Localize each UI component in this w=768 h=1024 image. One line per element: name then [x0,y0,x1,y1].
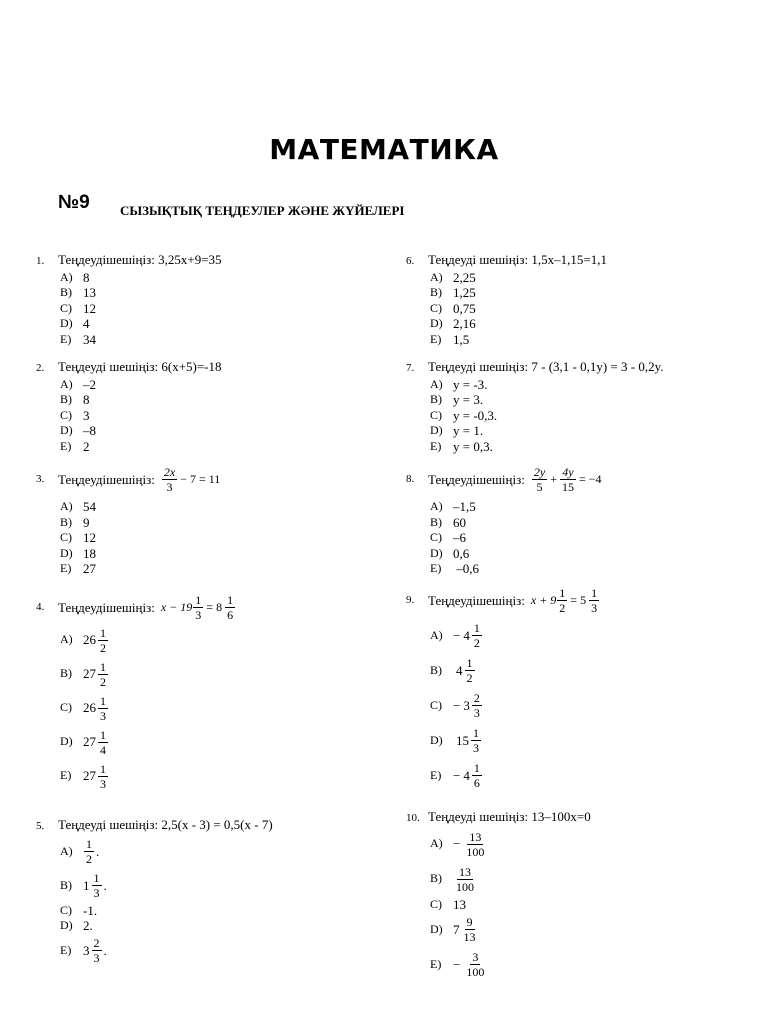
option-value: 13 [453,896,466,912]
option-value: 12 [83,300,96,316]
option-value: 1,5 [453,331,470,347]
option-a[interactable]: A) − 4 1 2 [430,618,600,653]
option-c[interactable] [60,301,222,317]
option-c[interactable]: C) 0,75 [430,300,476,316]
option-b[interactable]: B) 1,25 [430,285,476,300]
question-prompt: Теңдеудішешіңіз: [58,599,155,615]
question-number: 9. [406,593,415,606]
options [430,270,607,348]
option-b[interactable] [60,392,222,408]
option-value: 4 [83,316,90,331]
option-d[interactable]: D) 7 9 13 [430,912,591,947]
option-a[interactable]: A) 1 2 . [60,837,100,866]
option-e[interactable]: E) − 4 1 6 [430,758,600,793]
question-number: 8. [406,472,415,485]
option-value: 60 [453,514,466,530]
question-prompt: Теңдеудішешіңіз: 3,25x+9=35 [58,252,222,267]
fraction: 1 6 [227,593,234,622]
option-a[interactable]: A) 2,25 [430,269,476,285]
option-c[interactable]: C) 13 [430,896,466,912]
fraction: 2x 3 [163,465,176,494]
fraction: 2y 5 [533,465,546,494]
option-value: 8 [83,269,90,285]
options [430,377,664,455]
question-number: 4. [36,600,45,613]
option-c[interactable]: C) -1. [60,902,98,918]
option-value: 2 [83,438,90,454]
option-a[interactable]: A) –1,5 [430,499,476,514]
mixed-number: 27 1 4 [83,727,106,757]
option-e[interactable]: E) − $\frac{3}{100}$ [430,947,591,982]
option-value: 27 [83,561,96,576]
option-a[interactable]: A) − $\frac{13}{100}$ [430,827,591,862]
fraction-value: 1 2 . [86,837,100,866]
option-value: 2,16 [453,316,476,331]
question-4 [36,594,236,793]
option-value: 3 [83,407,90,423]
option-d[interactable]: D) 27 1 4 [60,725,236,759]
option-value: 1,25 [453,285,476,300]
option-value: 9 [83,514,90,530]
question-1 [36,252,222,347]
option-a[interactable] [60,377,222,393]
option-b[interactable]: B) 4 1 2 [430,653,600,688]
option-value: 0,75 [453,300,476,316]
question-number: 3. [36,472,45,485]
option-value: –2 [83,376,96,392]
question-number: 5. [36,820,45,832]
mixed-number: 4 1 2 [456,656,473,685]
question-number: 1. [36,255,45,267]
question-prompt: Теңдеуді шешіңіз: 13–100x=0 [428,809,591,824]
option-value: 13 [83,285,96,300]
option-label: B) [60,285,72,299]
option-label: E) [60,438,72,453]
option-b[interactable]: B) y = 3. [430,392,484,407]
option-value: -1. [83,902,98,918]
option-label: E) [60,331,72,346]
option-label: B) [60,514,72,529]
fraction: $\frac{4y}{15}$ [561,465,574,494]
option-c[interactable] [60,408,222,424]
question-7 [406,359,664,454]
option-label: C) [60,300,72,315]
test-number: №9 [58,192,90,213]
option-b[interactable]: B) 1 1 3 . [60,871,107,900]
option-e[interactable]: E) 1,5 [430,331,470,347]
fraction: $\frac{1}{2}$ [559,586,566,615]
options [60,623,236,793]
option-d[interactable]: D) 2,16 [430,316,476,331]
question-2 [36,359,222,454]
fraction: 1 3 [591,586,598,615]
option-value: y = 0,3. [453,438,493,454]
options [430,499,602,577]
option-value: y = 3. [453,392,484,407]
option-label: C) [60,407,72,422]
option-value: –0,6 [453,561,479,576]
question-number: 2. [36,362,45,374]
option-c[interactable]: C) –6 [430,530,466,545]
option-label: A) [60,269,73,284]
option-label: B) [60,392,72,406]
option-value: y = -0,3. [453,407,498,423]
question-8 [406,466,602,577]
option-e[interactable] [60,561,220,577]
option-label: C) [60,530,72,544]
option-c[interactable]: C) 26 1 3 [60,691,236,725]
option-label: E) [60,561,72,575]
option-c[interactable] [60,530,220,546]
option-e[interactable]: E) –0,6 [430,561,479,576]
option-value: –8 [83,423,96,438]
fraction: $\frac{1}{3}$ [195,593,202,622]
option-e[interactable] [60,332,222,348]
option-label: D) [60,316,73,330]
option-c[interactable]: C) − 3 2 3 [430,688,600,723]
question-number: 6. [406,255,415,267]
option-c[interactable]: C) y = -0,3. [430,407,498,423]
options [430,618,600,793]
option-b[interactable]: B) 13 100 [430,862,591,897]
option-a[interactable] [60,499,220,515]
options [60,835,273,968]
question-6 [406,252,607,347]
question-prompt: Теңдеудішешіңіз: [428,592,525,608]
fraction-value: − $\frac{3}{100}$ [453,950,485,979]
option-d[interactable] [60,546,220,562]
fraction-value: 13 100 [456,864,474,894]
mixed-number: 27 1 2 [83,659,106,689]
option-e[interactable]: E) 3 2 3 . [60,936,107,965]
option-d[interactable] [60,423,222,439]
option-e[interactable]: E) 27 1 3 [60,759,236,793]
option-value: 18 [83,545,96,561]
option-e[interactable] [60,439,222,455]
options [60,377,222,455]
option-value: 34 [83,331,96,347]
question-5 [36,817,273,968]
mixed-number: 26 1 3 [83,693,106,723]
question-9 [406,587,600,793]
option-label: D) [60,545,73,560]
fraction-value: − $\frac{13}{100}$ [453,829,485,859]
option-value: 54 [83,499,96,514]
mixed-number: 15 1 3 [456,726,479,755]
option-b[interactable]: B) 60 [430,514,466,530]
page-title: МАТЕМАТИКА [269,133,499,166]
equation: 2y 5 + $\frac{4y}{15}$ = −4 [533,465,602,494]
option-a[interactable]: A) y = -3. [430,376,488,392]
option-value: y = 1. [453,423,484,438]
option-b[interactable] [60,515,220,531]
option-d[interactable]: D) 15 1 3 [430,723,600,758]
question-10 [406,809,591,982]
option-d[interactable]: D) 2. [60,918,93,933]
option-label: A) [60,499,73,513]
equation: x + 9 $\frac{1}{2}$ = 5 1 3 [530,586,598,615]
option-value: –6 [453,530,466,545]
mixed-number: 3 2 3 . [83,936,107,965]
mixed-number: 26 1 2 [83,625,106,655]
option-label: D) [60,423,73,437]
mixed-number: − 4 1 6 [453,761,480,790]
question-prompt: Теңдеудішешіңіз: [428,471,525,487]
question-prompt: Теңдеуді шешіңіз: 7 - (3,1 - 0,1y) = 3 - 0,2y. [428,359,664,374]
options [430,827,591,983]
option-label: A) [60,376,73,391]
question-number: 10. [406,812,420,824]
option-value: 8 [83,392,90,407]
mixed-number: 1 1 3 . [83,871,107,900]
option-value: y = -3. [453,376,488,392]
mixed-number: − 3 2 3 [453,691,480,720]
question-number: 7. [406,362,415,374]
mixed-number: 27 1 3 [83,761,106,791]
question-prompt: Теңдеуді шешіңіз: 6(x+5)=-18 [58,359,222,374]
option-b[interactable]: B) 27 1 2 [60,657,236,691]
mixed-number: 7 9 13 [453,915,476,944]
options [60,270,222,348]
option-a[interactable] [60,270,222,286]
question-prompt: Теңдеудішешіңіз: [58,471,155,487]
question-prompt: Теңдеуді шешіңіз: 1,5x–1,15=1,1 [428,252,607,267]
mixed-number: − 4 1 2 [453,621,480,650]
question-prompt: Теңдеуді шешіңіз: 2,5(x - 3) = 0,5(x - 7) [58,817,273,832]
equation: 2x 3 − 7 = 11 [163,465,221,494]
option-value: 0,6 [453,545,470,561]
option-d[interactable] [60,316,222,332]
option-d[interactable]: D) 0,6 [430,545,470,561]
equation: x − 19 $\frac{1}{3}$ = 8 1 6 [160,593,234,622]
section-subtitle: СЫЗЫҚТЫҚ ТЕҢДЕУЛЕР ЖӘНЕ ЖҮЙЕЛЕРІ [120,203,405,218]
option-value: 2. [83,918,93,933]
option-d[interactable]: D) y = 1. [430,423,484,438]
option-a[interactable]: A) 26 1 2 [60,623,236,657]
options [60,499,220,577]
option-value: –1,5 [453,499,476,514]
option-value: 12 [83,530,96,545]
option-e[interactable]: E) y = 0,3. [430,438,493,454]
question-3 [36,466,220,577]
option-value: 2,25 [453,269,476,285]
option-b[interactable] [60,285,222,301]
